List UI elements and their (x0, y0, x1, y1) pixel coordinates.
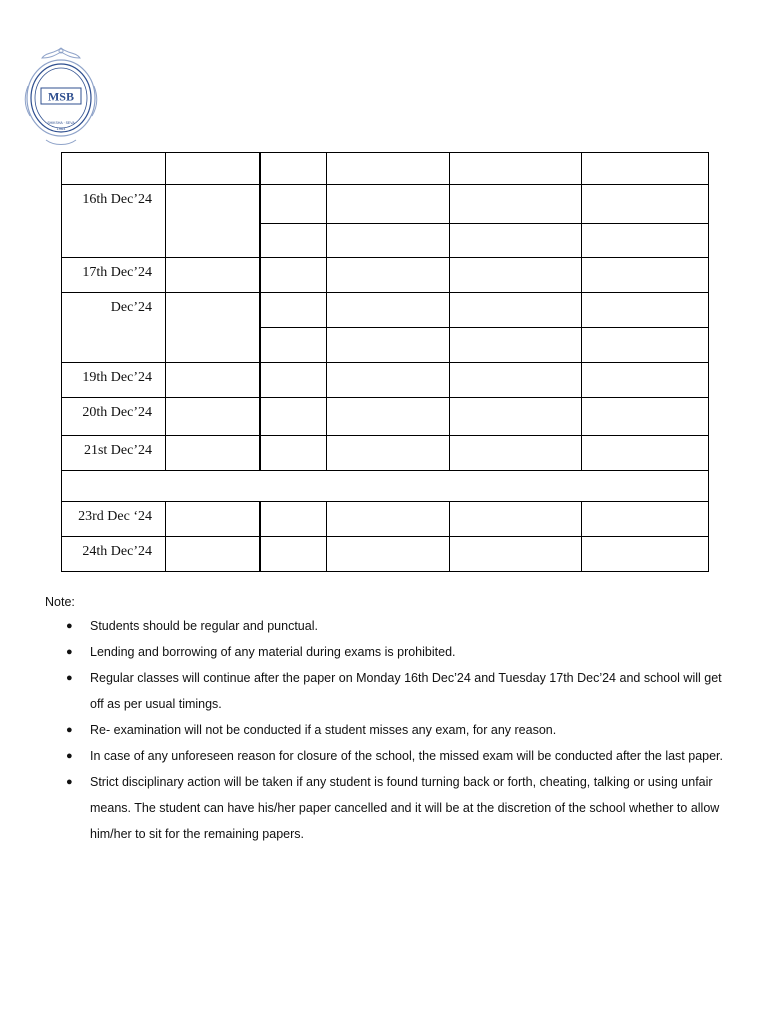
table-cell (62, 471, 709, 502)
table-cell (582, 398, 709, 436)
table-cell (450, 502, 582, 537)
table-cell (166, 502, 260, 537)
table-cell (450, 398, 582, 436)
bullet-icon: ● (66, 646, 73, 658)
list-item (66, 717, 731, 743)
table-row (62, 502, 709, 537)
table-cell (582, 328, 709, 363)
date-cell: Dec’24 (62, 293, 166, 363)
school-logo (24, 46, 98, 148)
table-cell (450, 185, 582, 224)
table-cell (327, 258, 450, 293)
table-cell (166, 537, 260, 572)
note-text: Strict disciplinary action will be taken if any student is found turning back or forth, cheating, talking or using unfair means. The student can have his/her paper cancelled and it will be at the discretion of the school whether to allow him/her to sit for the remaining papers. (90, 775, 720, 841)
table-cell (450, 328, 582, 363)
table-cell (166, 293, 260, 363)
header-cell (62, 153, 166, 185)
date-cell: 19th Dec’24 (62, 363, 166, 398)
date-cell: 17th Dec’24 (62, 258, 166, 293)
table-cell (260, 502, 327, 537)
table-cell (327, 502, 450, 537)
bullet-icon: ● (66, 776, 73, 788)
table-cell (260, 258, 327, 293)
bullet-icon: ● (66, 750, 73, 762)
header-cell (260, 153, 327, 185)
table-cell (327, 537, 450, 572)
list-item (66, 613, 731, 639)
table-header-row (62, 153, 709, 185)
table-cell (582, 502, 709, 537)
list-item (66, 743, 731, 769)
list-item (66, 769, 731, 847)
list-item (66, 639, 731, 665)
table-cell (582, 293, 709, 328)
table-cell (327, 398, 450, 436)
table-cell (450, 537, 582, 572)
note-text: Re- examination will not be conducted if a student misses any exam, for any reason. (90, 723, 557, 737)
table-row (62, 185, 709, 224)
table-cell (450, 224, 582, 258)
table-cell (260, 398, 327, 436)
note-text: In case of any unforeseen reason for closure of the school, the missed exam will be conducted after the last paper. (90, 749, 724, 763)
table-cell (166, 436, 260, 471)
table-row (62, 537, 709, 572)
table-cell (327, 224, 450, 258)
list-item (66, 665, 731, 717)
note-text: Regular classes will continue after the paper on Monday 16th Dec’24 and Tuesday 17th Dec’24 and school will get off as per usual timings. (90, 671, 722, 711)
table-cell (260, 436, 327, 471)
bullet-icon: ● (66, 724, 73, 736)
table-cell (260, 224, 327, 258)
table-cell (260, 363, 327, 398)
logo-year: 1964 (56, 126, 66, 131)
logo-motto: SHIKSHA · SEVA (47, 121, 75, 125)
note-text: Students should be regular and punctual. (90, 619, 318, 633)
date-cell: 21st Dec’24 (62, 436, 166, 471)
bullet-icon: ● (66, 620, 73, 632)
table-cell (327, 363, 450, 398)
table-cell (260, 328, 327, 363)
table-cell (166, 363, 260, 398)
header-cell (582, 153, 709, 185)
school-crest-icon (24, 46, 98, 148)
header-cell (450, 153, 582, 185)
table-cell (327, 293, 450, 328)
table-row (62, 363, 709, 398)
table-cell (582, 224, 709, 258)
table-row (62, 258, 709, 293)
table-cell (166, 185, 260, 258)
exam-schedule-table (61, 152, 709, 572)
table-cell (582, 185, 709, 224)
table-cell (450, 258, 582, 293)
table-cell (450, 363, 582, 398)
table-cell (260, 293, 327, 328)
table-cell (582, 436, 709, 471)
header-cell (327, 153, 450, 185)
bullet-icon: ● (66, 672, 73, 684)
table-cell (327, 328, 450, 363)
date-cell: 24th Dec’24 (62, 537, 166, 572)
header-cell (166, 153, 260, 185)
table-row (62, 436, 709, 471)
date-cell: 20th Dec’24 (62, 398, 166, 436)
date-cell: 16th Dec’24 (62, 185, 166, 258)
table-row (62, 398, 709, 436)
table-row (62, 293, 709, 328)
table-cell (260, 537, 327, 572)
note-heading: Note: (45, 595, 75, 609)
table-cell (582, 537, 709, 572)
table-cell (450, 436, 582, 471)
table-row-spacer (62, 471, 709, 502)
notes-list (66, 613, 731, 847)
date-cell: 23rd Dec ‘24 (62, 502, 166, 537)
table-cell (327, 436, 450, 471)
table-cell (327, 185, 450, 224)
table-cell (166, 258, 260, 293)
table-cell (450, 293, 582, 328)
logo-text: MSB (47, 89, 75, 104)
table-cell (582, 258, 709, 293)
table-cell (260, 185, 327, 224)
table-cell (166, 398, 260, 436)
table-cell (582, 363, 709, 398)
note-text: Lending and borrowing of any material during exams is prohibited. (90, 645, 456, 659)
